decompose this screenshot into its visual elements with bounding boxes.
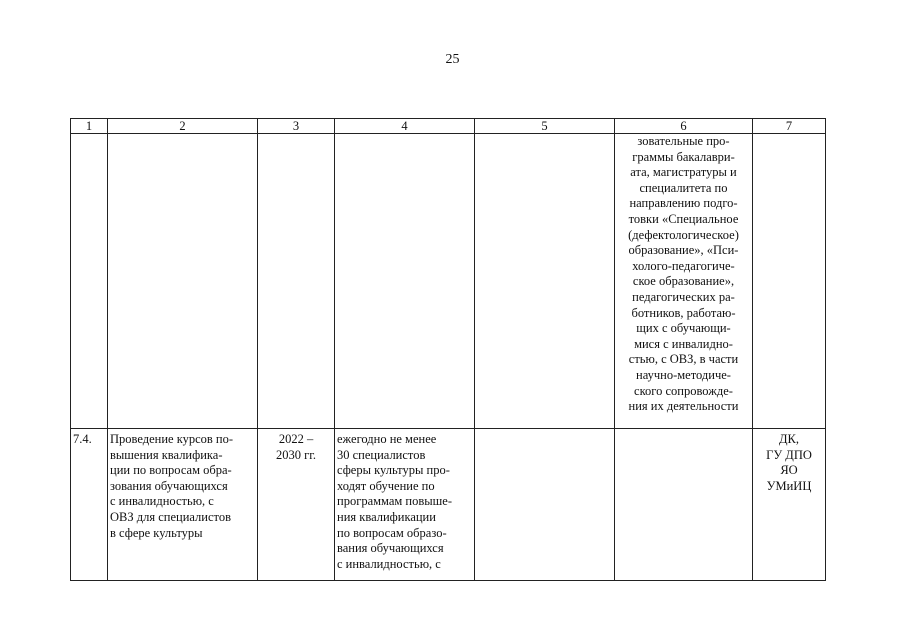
cell-period xyxy=(258,429,335,581)
cell-continuation-col6 xyxy=(615,134,753,429)
text-line: вышения квалифика- xyxy=(110,447,223,462)
page-number: 25 xyxy=(445,52,460,67)
text-line: зования обучающихся xyxy=(110,478,228,493)
text-line: мися с инвалидно- xyxy=(634,336,733,351)
cell-empty xyxy=(475,134,615,429)
cell-empty xyxy=(475,429,615,581)
header-cell-6: 6 xyxy=(615,119,753,134)
text-line: вания обучающихся xyxy=(337,541,444,556)
cell-responsible xyxy=(753,429,826,581)
table-header-row xyxy=(71,119,826,134)
text-line: сферы культуры про- xyxy=(337,463,450,478)
text-line: ходят обучение по xyxy=(337,478,435,493)
text-line: с инвалидностью, с xyxy=(110,494,214,509)
text-line: холого-педагогиче- xyxy=(632,258,735,273)
text-line: ского сопровожде- xyxy=(634,383,733,398)
text-line: 30 специалистов xyxy=(337,447,426,462)
text-line: товки «Специальное xyxy=(628,211,739,226)
text-line: направлению подго- xyxy=(629,196,738,211)
text-line: ДК, xyxy=(779,432,799,446)
cell-empty xyxy=(615,429,753,581)
row-number: 7.4. xyxy=(73,432,92,446)
text-line: ГУ ДПО xyxy=(766,447,812,462)
header-cell-5: 5 xyxy=(475,119,615,134)
text-line: с инвалидностью, с xyxy=(337,556,441,571)
text-line: ОВЗ для специалистов xyxy=(110,509,231,524)
text-line: ботников, работаю- xyxy=(631,305,736,320)
header-cell-4: 4 xyxy=(335,119,475,134)
cell-empty xyxy=(335,134,475,429)
text-line: (дефектологическое) xyxy=(628,227,739,242)
text-line: стью, с ОВЗ, в части xyxy=(628,352,739,367)
text-line: 2030 гг. xyxy=(275,447,317,462)
text-line: 2022 – xyxy=(278,432,314,446)
cell-row-number xyxy=(71,429,108,581)
text-line: зовательные про- xyxy=(637,134,730,148)
text-line: образование», «Пси- xyxy=(628,243,739,258)
header-cell-2: 2 xyxy=(108,119,258,134)
measures-table xyxy=(70,118,826,581)
text-line: Проведение курсов по- xyxy=(110,432,234,446)
text-line: ния квалификации xyxy=(337,509,436,524)
header-cell-7: 7 xyxy=(753,119,826,134)
cell-measure-name xyxy=(108,429,258,581)
text-line: ежегодно не менее xyxy=(337,432,437,446)
text-line: специалитета по xyxy=(639,180,728,195)
header-cell-3: 3 xyxy=(258,119,335,134)
cell-empty xyxy=(108,134,258,429)
text-line: ния их деятельности xyxy=(628,399,739,414)
text-line: ции по вопросам обра- xyxy=(110,463,232,478)
text-line: щих с обучающи- xyxy=(636,321,731,336)
text-line: программам повыше- xyxy=(337,494,453,509)
text-line: ата, магистратуры и xyxy=(630,165,737,180)
cell-result xyxy=(335,429,475,581)
table-row-7-4 xyxy=(71,429,826,581)
cell-empty xyxy=(753,134,826,429)
header-cell-1: 1 xyxy=(71,119,108,134)
text-line: ское образование», xyxy=(632,274,735,289)
text-line: УМиИЦ xyxy=(766,478,812,493)
table-row-continuation xyxy=(71,134,826,429)
cell-empty xyxy=(71,134,108,429)
text-line: педагогических ра- xyxy=(632,289,735,304)
text-line: граммы бакалаври- xyxy=(632,149,735,164)
cell-empty xyxy=(258,134,335,429)
text-line: научно-методиче- xyxy=(636,367,731,382)
text-line: ЯО xyxy=(780,463,798,478)
text-line: по вопросам образо- xyxy=(337,525,447,540)
text-line: в сфере культуры xyxy=(110,525,203,540)
